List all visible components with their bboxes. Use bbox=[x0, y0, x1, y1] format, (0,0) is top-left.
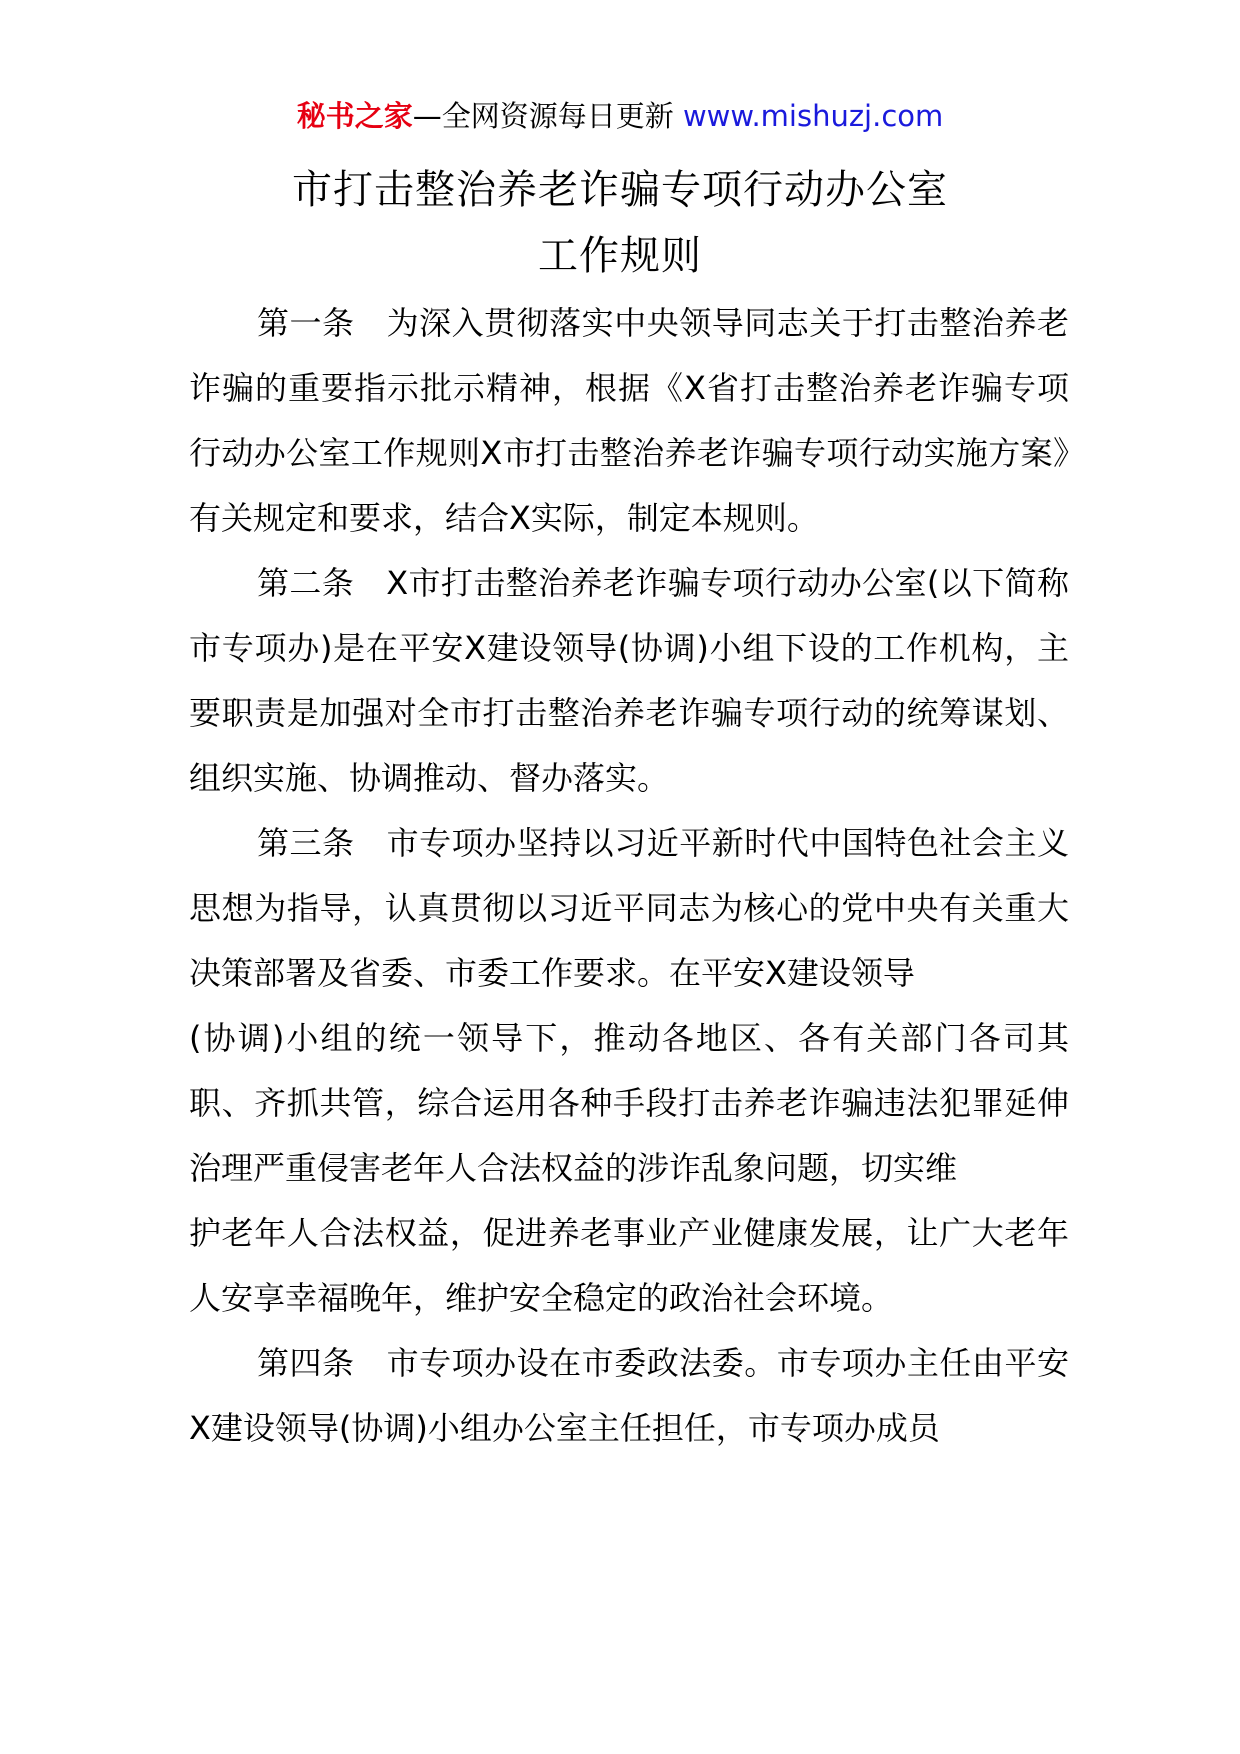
header-tagline: —全网资源每日更新 bbox=[412, 99, 674, 133]
article-1-text: 为深入贯彻落实中央领导同志关于打击整治养老诈骗的重要指示批示精神，根据《X省打击整治养老诈骗专项行动办公室工作规则X市打击整治养老诈骗专项行动实施方案》有关规定和要求，结合X实际，制定本规则。 bbox=[189, 304, 1069, 537]
article-1 bbox=[189, 291, 1069, 551]
article-3-text: 市专项办坚持以习近平新时代中国特色社会主义思想为指导，认真贯彻以习近平同志为核心的党中央有关重大决策部署及省委、市委工作要求。在平安X建设领导 bbox=[189, 824, 1069, 992]
article-4-text: 市专项办设在市委政法委。市专项办主任由平安X建设领导(协调)小组办公室主任担任，市专项办成员 bbox=[189, 1344, 1069, 1447]
article-3-continuation-1: (协调)小组的统一领导下，推动各地区、各有关部门各司其职、齐抓共管，综合运用各种手段打击养老诈骗违法犯罪延伸治理严重侵害老年人合法权益的涉诈乱象问题，切实维 bbox=[189, 1019, 1069, 1187]
article-3-continuation-2: 护老年人合法权益，促进养老事业产业健康发展，让广大老年人安享幸福晚年，维护安全稳定的政治社会环境。 bbox=[189, 1214, 1069, 1317]
document-subtitle: 工作规则 bbox=[538, 233, 702, 279]
article-3-number: 第三条 bbox=[257, 824, 355, 862]
article-2-number: 第二条 bbox=[257, 564, 355, 602]
article-2 bbox=[189, 551, 1069, 811]
article-4 bbox=[189, 1331, 1069, 1461]
brand-name: 秘书之家 bbox=[296, 99, 413, 133]
site-header bbox=[0, 98, 1240, 134]
article-1-number: 第一条 bbox=[257, 304, 355, 342]
article-3 bbox=[189, 811, 1069, 1006]
document-body bbox=[189, 291, 1069, 1461]
site-url-link[interactable]: www.mishuzj.com bbox=[682, 99, 944, 133]
document-title: 市打击整治养老诈骗专项行动办公室 bbox=[292, 167, 948, 213]
article-2-text: X市打击整治养老诈骗专项行动办公室(以下简称市专项办)是在平安X建设领导(协调)小组下设的工作机构，主要职责是加强对全市打击整治养老诈骗专项行动的统筹谋划、组织实施、协调推动、督办落实。 bbox=[189, 564, 1069, 797]
article-4-number: 第四条 bbox=[257, 1344, 355, 1382]
